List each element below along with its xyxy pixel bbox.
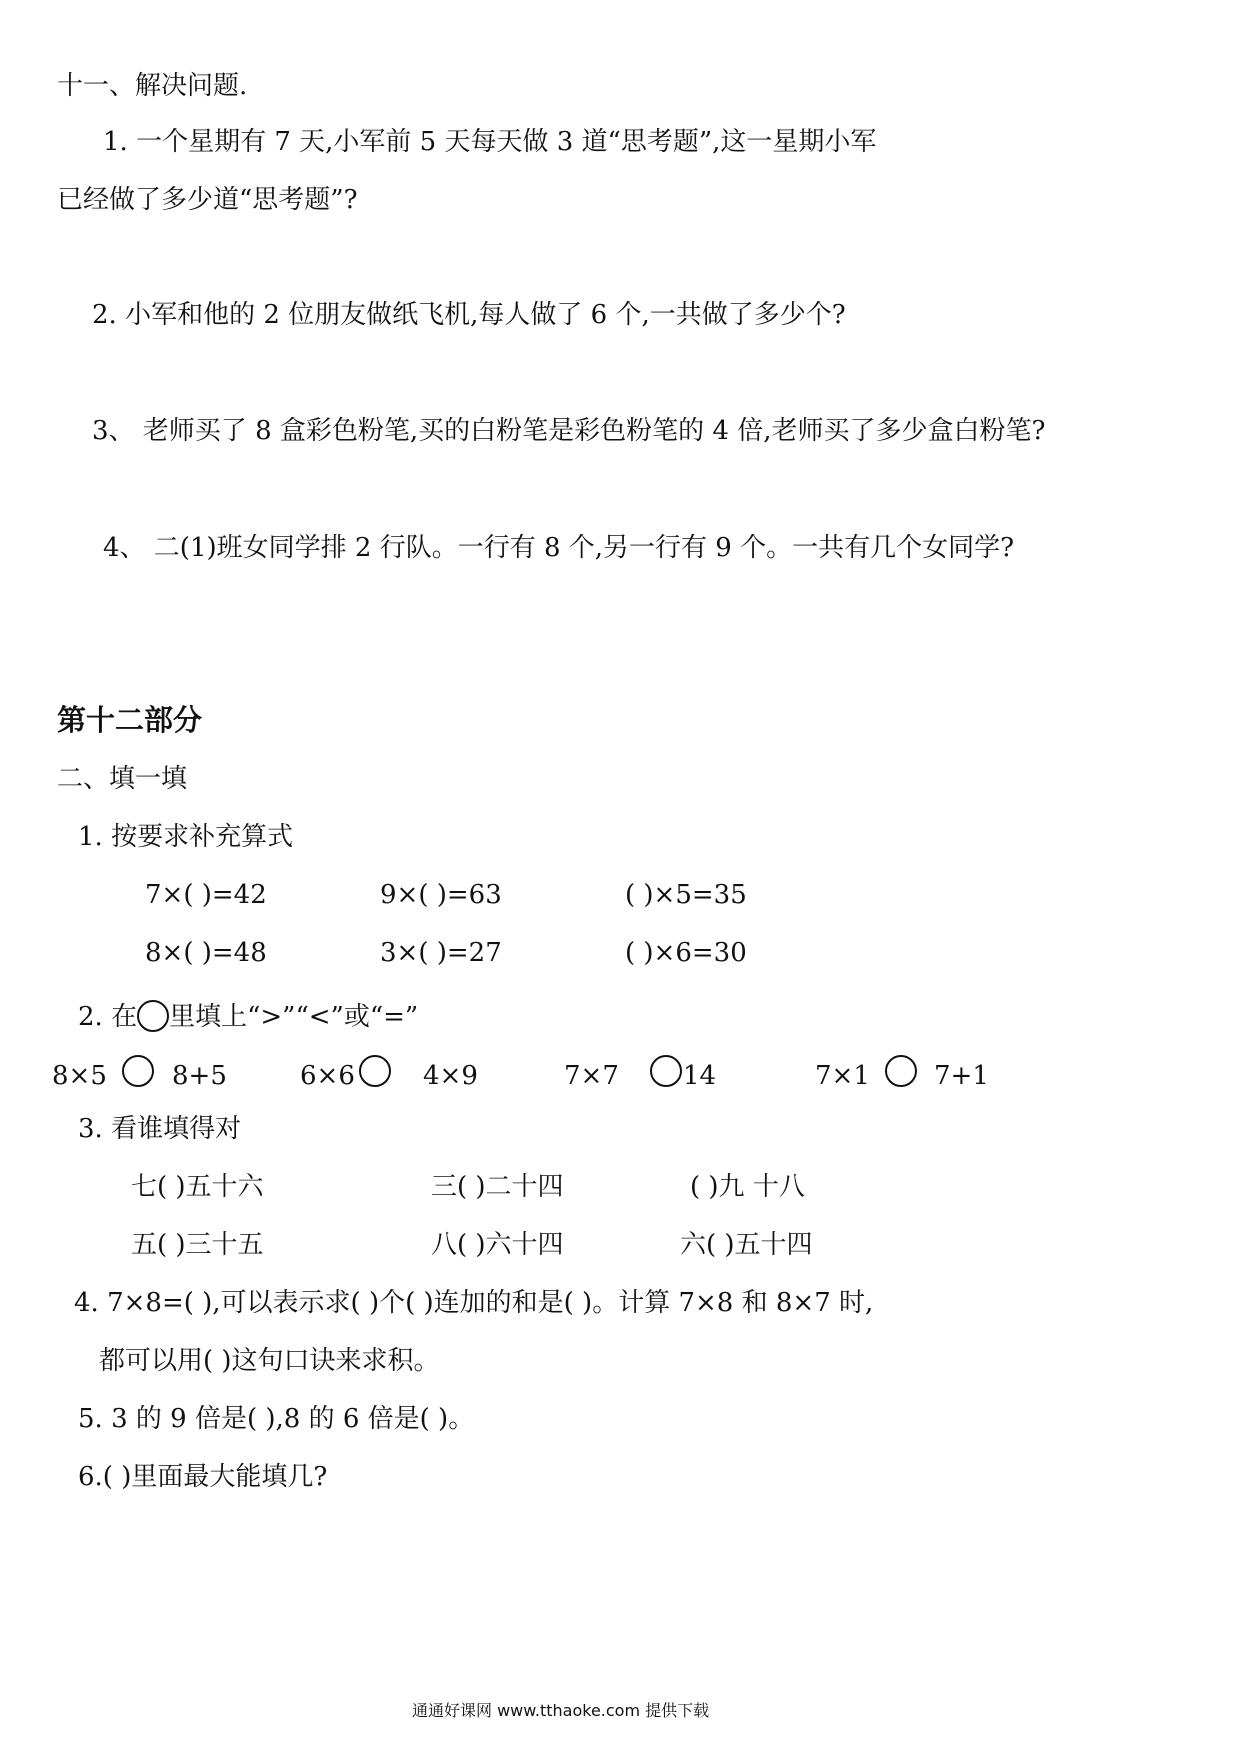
compare-right: 14 [683,1061,717,1091]
part-2-suffix: 里填上“>”“<”或“=” [169,1002,419,1032]
compare-right: 4×9 [423,1061,478,1091]
compare-right: 7+1 [934,1061,989,1091]
part-2-prefix: 2. 在 [78,1002,138,1032]
compare-left: 6×6 [300,1061,355,1091]
part-4-line-1: 4. 7×8=( ),可以表示求( )个( )连加的和是( )。计算 7×8 和 8×7 时, [74,1288,874,1318]
equation: ( )×5=35 [625,880,747,910]
compare-left: 8×5 [52,1061,107,1091]
compare-right: 8+5 [172,1061,227,1091]
part-4-line-2: 都可以用( )这句口诀来求积。 [99,1346,440,1376]
question-4: 4、 二(1)班女同学排 2 行队。一行有 8 个,另一行有 9 个。一共有几个女同学? [103,533,1015,563]
equation: ( )×6=30 [625,938,747,968]
fill-item: 六( )五十四 [680,1230,813,1260]
compare-left: 7×1 [815,1061,870,1091]
section-11-title: 十一、解决问题. [57,71,248,101]
footer-text: 通通好课网 www.tthaoke.com 提供下载 [412,1701,710,1720]
part-1-title: 1. 按要求补充算式 [78,822,294,852]
fill-item: ( )九 十八 [690,1172,805,1202]
equation: 8×( )=48 [145,938,267,968]
fill-item: 八( )六十四 [431,1230,564,1260]
question-1-line-2: 已经做了多少道“思考题”? [57,185,358,215]
compare-circle-input[interactable] [885,1055,917,1087]
fill-item: 七( )五十六 [131,1172,264,1202]
compare-circle-input[interactable] [122,1055,154,1087]
part-5: 5. 3 的 9 倍是( ),8 的 6 倍是( )。 [78,1404,475,1434]
fill-item: 五( )三十五 [131,1230,264,1260]
equation: 7×( )=42 [145,880,267,910]
fill-item: 三( )二十四 [431,1172,564,1202]
section-12-subtitle: 二、填一填 [57,764,188,794]
question-3: 3、 老师买了 8 盒彩色粉笔,买的白粉笔是彩色粉笔的 4 倍,老师买了多少盒白粉笔? [92,416,1046,446]
part-2-title [78,1000,418,1034]
compare-left: 7×7 [564,1061,619,1091]
compare-circle-input[interactable] [359,1055,391,1087]
part-3-title: 3. 看谁填得对 [78,1114,242,1144]
section-12-title: 第十二部分 [57,703,203,737]
equation: 3×( )=27 [380,938,502,968]
circle-icon [137,1000,169,1032]
question-2: 2. 小军和他的 2 位朋友做纸飞机,每人做了 6 个,一共做了多少个? [92,300,846,330]
part-6: 6.( )里面最大能填几? [78,1462,328,1492]
compare-circle-input[interactable] [650,1055,682,1087]
question-1-line-1: 1. 一个星期有 7 天,小军前 5 天每天做 3 道“思考题”,这一星期小军 [103,127,877,157]
equation: 9×( )=63 [380,880,502,910]
